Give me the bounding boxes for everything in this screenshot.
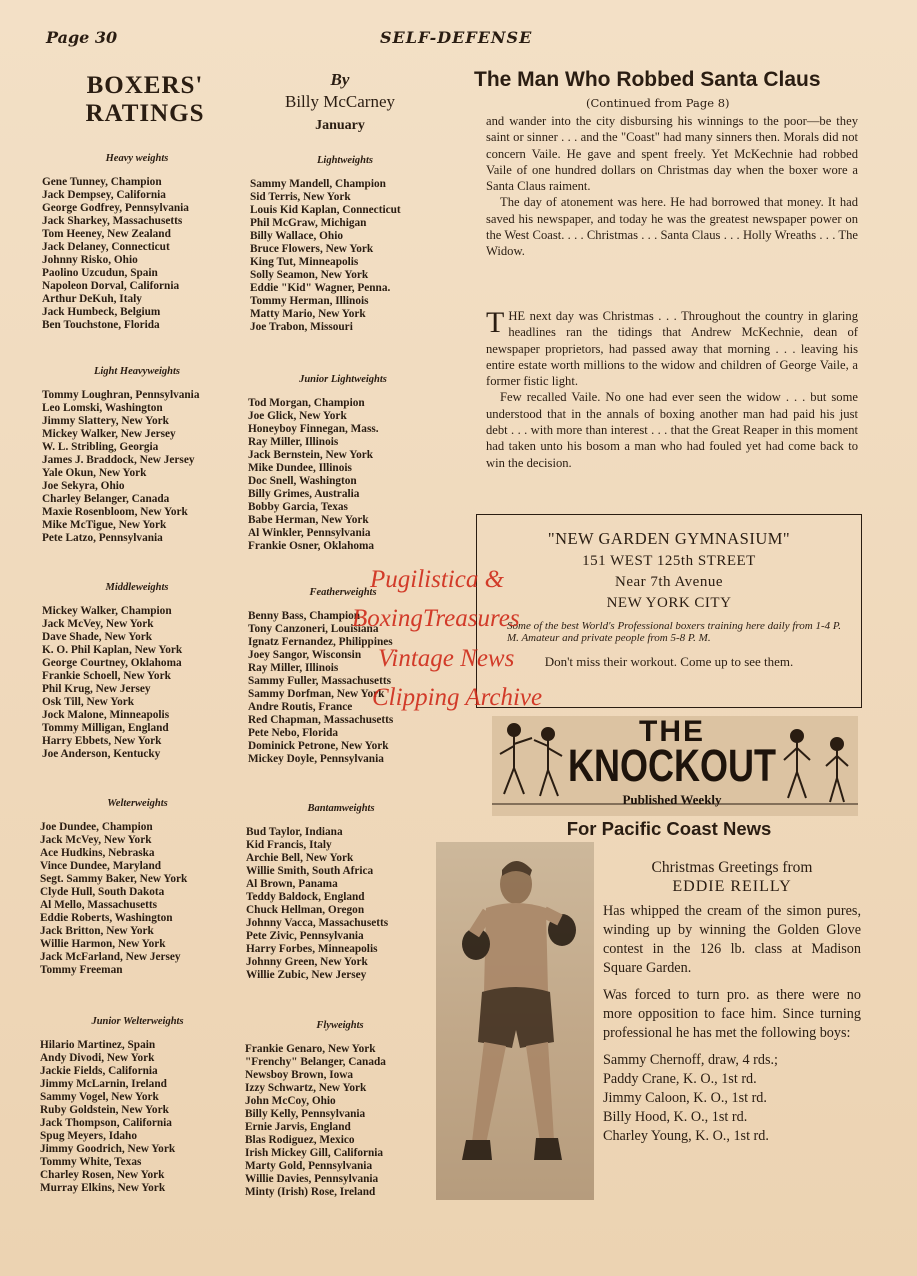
list-item: Minty (Irish) Rose, Ireland [245,1186,376,1198]
list-item: Gene Tunney, Champion [42,176,162,188]
list-item: Billy Hood, K. O., 1st rd. [603,1109,748,1125]
list-item: Al Winkler, Pennsylvania [248,527,371,539]
list-item: Jimmy Goodrich, New York [40,1143,176,1155]
section-title: Junior Lightweights [299,374,387,385]
list-item: Maxie Rosenbloom, New York [42,506,188,518]
list-item: Johnny Green, New York [246,956,368,968]
list-item: Jack Delaney, Connecticut [42,241,170,253]
list-item: Honeyboy Finnegan, Mass. [248,423,379,435]
eddie-reilly-notice [603,858,861,1146]
list-item: Sammy Vogel, New York [40,1091,159,1103]
section-junior-lightweights [248,373,438,553]
list-item: Mike McTigue, New York [42,519,167,531]
list-item: Billy Grimes, Australia [248,488,360,500]
list-item: Phil McGraw, Michigan [250,217,367,229]
list-item: K. O. Phil Kaplan, New York [42,644,183,656]
list-item: Eddie "Kid" Wagner, Penna. [250,282,391,294]
list-item: Kid Francis, Italy [246,839,332,851]
list-item: Harry Forbes, Minneapolis [246,943,378,955]
list-item: Mickey Walker, Champion [42,605,172,617]
list-item: Blas Rodiguez, Mexico [245,1134,355,1146]
list-item: James J. Braddock, New Jersey [42,454,195,466]
list-item: King Tut, Minneapolis [250,256,359,268]
list-item: Tommy Freeman [40,964,123,976]
list-item: Frankie Schoell, New York [42,670,171,682]
knockout-subtitle: Published Weekly [622,792,722,807]
list-item: Jack Sharkey, Massachusetts [42,215,183,227]
list-item: Billy Wallace, Ohio [250,230,344,242]
magazine-title: SELF-DEFENSE [380,28,533,47]
article-paragraph-text: HE next day was Christmas . . . Throughout the country in glaring headlines ran the tidings that Andrew McKechnie, dean of newspaper proprietors, had passed away that morning . . . leaving his entire estate worth millions to the widow and children of George Vaile, a former fistic light. [486,309,858,389]
knockout-the: THE [639,715,705,748]
section-title: Heavy weights [105,153,169,164]
list-item: Jimmy Caloon, K. O., 1st rd. [603,1090,767,1106]
ratings-title [60,72,230,128]
list-item: Tod Morgan, Champion [248,397,365,409]
list-item: Chuck Hellman, Oregon [246,904,365,916]
list-item: Izzy Schwartz, New York [245,1082,367,1094]
list-item: Paolino Uzcudun, Spain [42,267,158,279]
knockout-masthead [562,716,782,808]
name-list [250,178,440,334]
list-item: Newsboy Brown, Iowa [245,1069,354,1081]
list-item: Clyde Hull, South Dakota [40,886,165,898]
list-item: Sammy Mandell, Champion [250,178,386,190]
section-title: Junior Welterweights [91,1016,184,1027]
knockout-banner [492,716,858,816]
watermark-line: Pugilistica & [370,566,505,593]
list-item: Mike Dundee, Illinois [248,462,352,474]
list-item: Ben Touchstone, Florida [42,319,160,331]
eddie-paragraph: Was forced to turn pro. as there were no more opposition to face him. Since turning professional he has met the following boys: [603,987,861,1041]
list-item: Andre Routis, France [248,701,353,713]
list-item: Jackie Fields, California [40,1065,158,1077]
fight-results [603,1051,861,1146]
list-item: Willie Smith, South Africa [246,865,374,877]
list-item: Charley Young, K. O., 1st rd. [603,1128,769,1144]
list-item: Spug Meyers, Idaho [40,1130,137,1142]
section-junior-welterweights [40,1015,235,1195]
byline [255,70,425,134]
list-item: Joe Anderson, Kentucky [42,748,161,760]
ad-call-to-action: Don't miss their workout. Come up to see them. [544,654,794,669]
ad-city: NEW YORK CITY [606,595,732,611]
list-item: Sammy Dorfman, New York [248,688,385,700]
list-item: Jack McVey, New York [42,618,154,630]
knockout-name: KNOCKOUT [568,739,776,791]
watermark-line: Vintage News [378,645,515,672]
byline-month: January [315,118,365,133]
list-item: Jimmy McLarnin, Ireland [40,1078,167,1090]
list-item: Pete Zivic, Pennsylvania [246,930,364,942]
section-flyweights [245,1019,435,1199]
list-item: Sid Terris, New York [250,191,351,203]
article-paragraph: Few recalled Vaile. No one had ever seen the widow . . . but some understood that in the annals of boxing another man had paid his just debt . . . with more than interest . . . that the Great Reaper in this moment had taken unto his bosom a man who had fouled yet had come back to win the decision. [486,390,858,470]
page-number: Page 30 [46,28,118,47]
section-title: Light Heavyweights [93,366,181,377]
name-list [42,605,232,761]
watermark-line: Clipping Archive [372,684,543,711]
list-item: Pete Latzo, Pennsylvania [42,532,163,544]
list-item: Solly Seamon, New York [250,269,369,281]
section-title: Middleweights [105,582,169,593]
byline-author: Billy McCarney [284,92,395,111]
list-item: Bobby Garcia, Texas [248,501,348,513]
list-item: Sammy Chernoff, draw, 4 rds.; [603,1052,778,1068]
list-item: Willie Davies, Pennsylvania [245,1173,379,1185]
ad-near: Near 7th Avenue [614,574,724,590]
list-item: Jack Dempsey, California [42,189,166,201]
list-item: Al Brown, Panama [246,878,338,890]
list-item: Matty Mario, New York [250,308,366,320]
list-item: Hilario Martinez, Spain [40,1039,156,1051]
list-item: Ernie Jarvis, England [245,1121,351,1133]
list-item: Jack Thompson, California [40,1117,172,1129]
list-item: Willie Zubic, New Jersey [246,969,367,981]
list-item: Joe Trabon, Missouri [250,321,353,333]
list-item: Frankie Osner, Oklahoma [248,540,375,552]
list-item: Sammy Fuller, Massachusetts [248,675,391,687]
list-item: Tommy Herman, Illinois [250,295,369,307]
list-item: Willie Harmon, New York [40,938,166,950]
list-item: Eddie Roberts, Washington [40,912,173,924]
list-item: Phil Krug, New Jersey [42,683,151,695]
article-paragraph [486,308,858,389]
section-heavyweights [42,152,232,332]
eddie-paragraph: Has whipped the cream of the simon pures, winding up by winning the Golden Glove contest in the 126 lb. class at Madison Square Garden. [603,903,861,976]
list-item: Arthur DeKuh, Italy [42,293,142,305]
list-item: Tommy Loughran, Pennsylvania [42,389,200,401]
list-item: Tommy Milligan, England [42,722,169,734]
article-paragraph: and wander into the city disbursing his winnings to the poor—be they saint or sinner . . . and the "Coast" had many sinners then. Morals did not concern Vaile. He gave and spent freely. Yet McKechnie had robbed Vaile of one hundred dollars on Christmas day when the boxer wore a Santa Claus raiment. [486,114,858,194]
list-item: Bud Taylor, Indiana [246,826,343,838]
section-light-heavyweights [42,365,232,545]
list-item: Segt. Sammy Baker, New York [40,873,188,885]
list-item: "Frenchy" Belanger, Canada [245,1056,386,1068]
list-item: Mickey Doyle, Pennsylvania [248,753,384,765]
list-item: John McCoy, Ohio [245,1095,336,1107]
list-item: Osk Till, New York [42,696,135,708]
list-item: Louis Kid Kaplan, Connecticut [250,204,401,216]
list-item: Charley Belanger, Canada [42,493,170,505]
list-item: Joe Dundee, Champion [40,821,153,833]
list-item: Joe Glick, New York [248,410,347,422]
list-item: Paddy Crane, K. O., 1st rd. [603,1071,757,1087]
list-item: Marty Gold, Pennsylvania [245,1160,373,1172]
section-title: Featherweights [309,587,377,598]
knockout-tagline: For Pacific Coast News [566,818,772,839]
section-lightweights [250,154,440,334]
list-item: Jack McFarland, New Jersey [40,951,181,963]
name-list [40,1039,235,1195]
list-item: Babe Herman, New York [248,514,369,526]
name-list [245,1043,435,1199]
list-item: Red Chapman, Massachusetts [248,714,394,726]
article-paragraph: The day of atonement was here. He had borrowed that money. It had saved his newspaper, and today he was the greatest newspaper power on the West Coast. . . . Christmas . . . Santa Claus . . . Holly Wreaths . . . The Widow. [486,195,858,259]
list-item: Benny Bass, Champion [248,610,361,622]
section-title: Welterweights [107,798,168,809]
list-item: Billy Kelly, Pennsylvania [245,1108,366,1120]
section-middleweights [42,581,232,761]
ad-gym-name: "NEW GARDEN GYMNASIUM" [547,529,791,548]
list-item: Dominick Petrone, New York [248,740,389,752]
ratings-title-line1: BOXERS' [86,72,204,99]
list-item: Irish Mickey Gill, California [245,1147,384,1159]
list-item: Al Mello, Massachusetts [40,899,158,911]
name-list [42,176,232,332]
list-item: Pete Nebo, Florida [248,727,339,739]
list-item: Dave Shade, New York [42,631,153,643]
list-item: Jack Bernstein, New York [248,449,374,461]
list-item: Jack Britton, New York [40,925,154,937]
list-item: Frankie Genaro, New York [245,1043,376,1055]
watermark-line: BoxingTreasures [352,605,520,632]
name-list [40,821,235,977]
list-item: Jock Malone, Minneapolis [42,709,170,721]
article-title: The Man Who Robbed Santa Claus [474,68,821,91]
name-list [246,826,436,982]
list-item: Tommy White, Texas [40,1156,142,1168]
boxer-figure [436,842,594,1200]
list-item: Murray Elkins, New York [40,1182,166,1194]
list-item: Andy Divodi, New York [40,1052,155,1064]
list-item: Jack Humbeck, Belgium [42,306,161,318]
boxer-name: EDDIE REILLY [672,878,792,895]
list-item: Doc Snell, Washington [248,475,357,487]
list-item: Mickey Walker, New Jersey [42,428,176,440]
list-item: Tom Heeney, New Zealand [42,228,171,240]
ad-description: Some of the best World's Professional boxers training here daily from 1-4 P. M. Amateur and private people from 5-8 P. M. [507,620,841,644]
drop-cap: T [486,306,505,339]
list-item: Johnny Vacca, Massachusetts [246,917,389,929]
list-item: Napoleon Dorval, California [42,280,180,292]
list-item: Ray Miller, Illinois [248,436,339,448]
greeting-line: Christmas Greetings from [651,859,813,876]
list-item: Tony Canzoneri, Louisiana [248,623,379,635]
list-item: Ace Hudkins, Nebraska [40,847,155,859]
article-body-top [486,113,858,260]
section-welterweights [40,797,235,977]
article-body-bottom [486,308,858,471]
list-item: Joe Sekyra, Ohio [42,480,125,492]
boxer-photo [436,842,594,1200]
byline-by: By [330,70,350,89]
list-item: Charley Rosen, New York [40,1169,165,1181]
section-title: Flyweights [316,1020,364,1031]
section-title: Lightweights [316,155,373,166]
list-item: Jack McVey, New York [40,834,152,846]
article-continued-note: (Continued from Page 8) [586,96,730,110]
list-item: Bruce Flowers, New York [250,243,374,255]
list-item: Vince Dundee, Maryland [40,860,162,872]
list-item: Ruby Goldstein, New York [40,1104,169,1116]
ad-street: 151 WEST 125th STREET [582,553,756,569]
list-item: Ignatz Fernandez, Philippines [248,636,393,648]
ratings-title-line2: RATINGS [85,100,205,127]
section-bantamweights [246,802,436,982]
list-item: George Courtney, Oklahoma [42,657,182,669]
section-title: Bantamweights [307,803,375,814]
list-item: Ray Miller, Illinois [248,662,339,674]
gymnasium-ad [476,514,862,708]
list-item: Teddy Baldock, England [246,891,365,903]
list-item: George Godfrey, Pennsylvania [42,202,189,214]
list-item: Yale Okun, New York [42,467,147,479]
list-item: W. L. Stribling, Georgia [42,441,159,453]
list-item: Jimmy Slattery, New York [42,415,169,427]
list-item: Leo Lomski, Washington [42,402,163,414]
name-list [248,397,438,553]
list-item: Harry Ebbets, New York [42,735,162,747]
list-item: Joey Sangor, Wisconsin [248,649,362,661]
list-item: Johnny Risko, Ohio [42,254,138,266]
list-item: Archie Bell, New York [246,852,354,864]
name-list [42,389,232,545]
